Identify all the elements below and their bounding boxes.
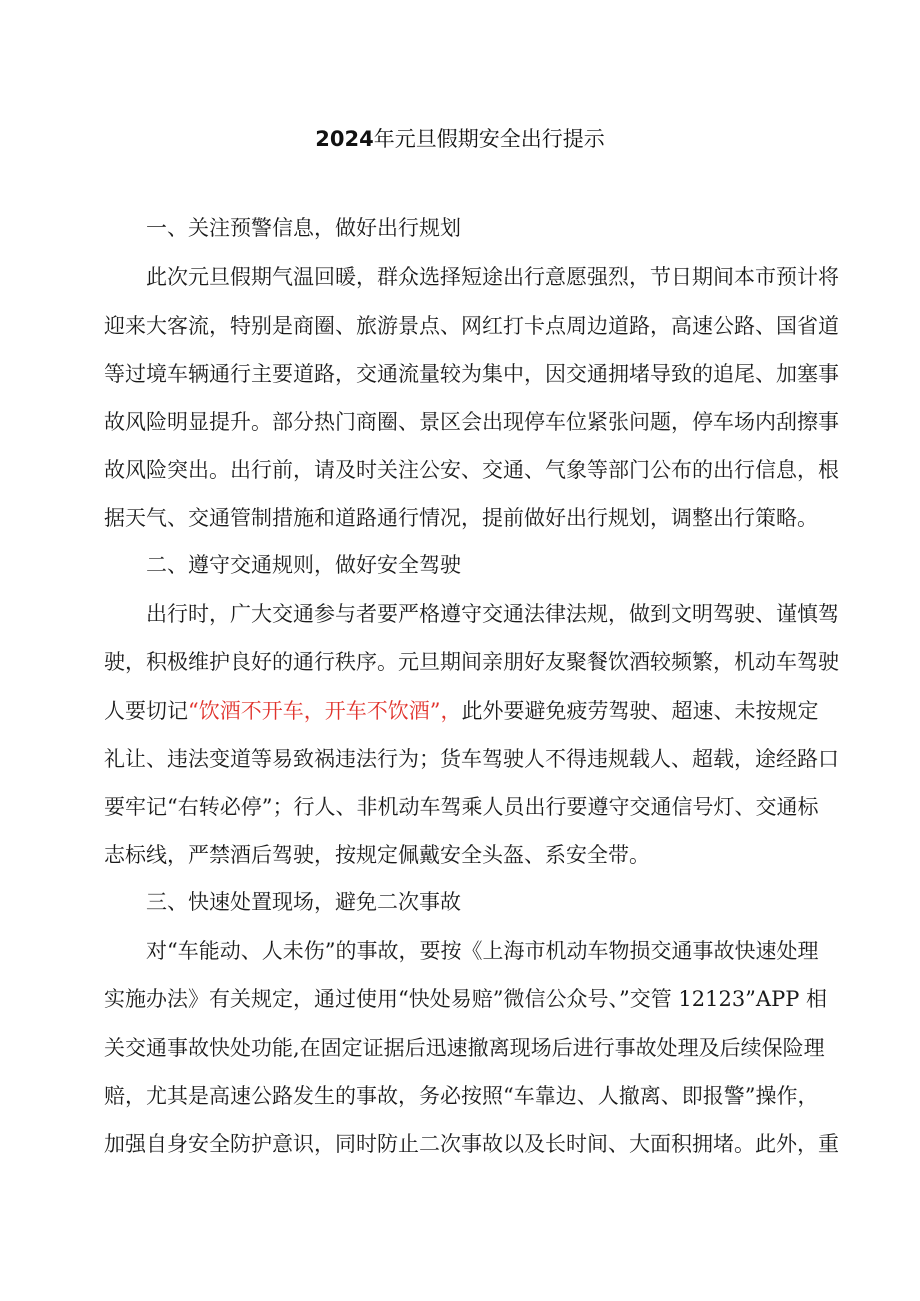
paragraph-line: 志标线，严禁酒后驾驶，按规定佩戴安全头盔、系安全带。 (104, 843, 650, 867)
paragraph-line: 故风险突出。出行前，请及时关注公安、交通、气象等部门公布的出行信息，根 (104, 458, 839, 482)
paragraph-line: 据天气、交通管制措施和道路通行情况，提前做好出行规划，调整出行策略。 (104, 506, 818, 530)
title-text: 年元旦假期安全出行提示 (373, 127, 605, 151)
section-heading-2: 二、遵守交通规则，做好安全驾驶 (146, 553, 461, 577)
paragraph-line: 等过境车辆通行主要道路，交通流量较为集中，因交通拥堵导致的追尾、加塞事 (104, 362, 839, 386)
paragraph-line: 关交通事故快处功能,在固定证据后迅速撤离现场后进行事故处理及后续保险理 (104, 1036, 825, 1060)
paragraph-line: 出行时，广大交通参与者要严格遵守交通法律法规，做到文明驾驶、谨慎驾 (146, 602, 839, 626)
paragraph-line: 对“车能动、人未伤”的事故，要按《上海市机动车物损交通事故快速处理 (146, 939, 819, 963)
text-before-highlight: 人要切记 (104, 699, 188, 723)
paragraph-line: 赔，尤其是高速公路发生的事故，务必按照“车靠边、人撤离、即报警”操作， (104, 1084, 819, 1108)
section-heading-3: 三、快速处置现场，避免二次事故 (146, 890, 461, 914)
paragraph-line: 迎来大客流，特别是商圈、旅游景点、网红打卡点周边道路，高速公路、国省道 (104, 314, 839, 338)
section-heading-1: 一、关注预警信息，做好出行规划 (146, 216, 461, 240)
document-title (0, 124, 920, 154)
paragraph-line: 加强自身安全防护意识，同时防止二次事故以及长时间、大面积拥堵。此外，重 (104, 1132, 839, 1156)
drink-drive-slogan: “饮酒不开车，开车不饮酒”， (188, 699, 462, 723)
paragraph-line: 此次元旦假期气温回暖，群众选择短途出行意愿强烈，节日期间本市预计将 (146, 265, 839, 289)
paragraph-line-highlight (104, 696, 819, 726)
title-year: 2024 (315, 127, 374, 151)
paragraph-line: 实施办法》有关规定，通过使用“快处易赔”微信公众号、”交管 12123”APP 相 (104, 987, 828, 1011)
paragraph-line: 驶，积极维护良好的通行秩序。元旦期间亲朋好友聚餐饮酒较频繁，机动车驾驶 (104, 650, 839, 674)
paragraph-line: 要牢记“右转必停”；行人、非机动车驾乘人员出行要遵守交通信号灯、交通标 (104, 795, 819, 819)
paragraph-line: 礼让、违法变道等易致祸违法行为；货车驾驶人不得违规载人、超载，途经路口 (104, 747, 839, 771)
text-after-highlight: 此外要避免疲劳驾驶、超速、未按规定 (461, 699, 819, 723)
paragraph-line: 故风险明显提升。部分热门商圈、景区会出现停车位紧张问题，停车场内刮擦事 (104, 410, 839, 434)
